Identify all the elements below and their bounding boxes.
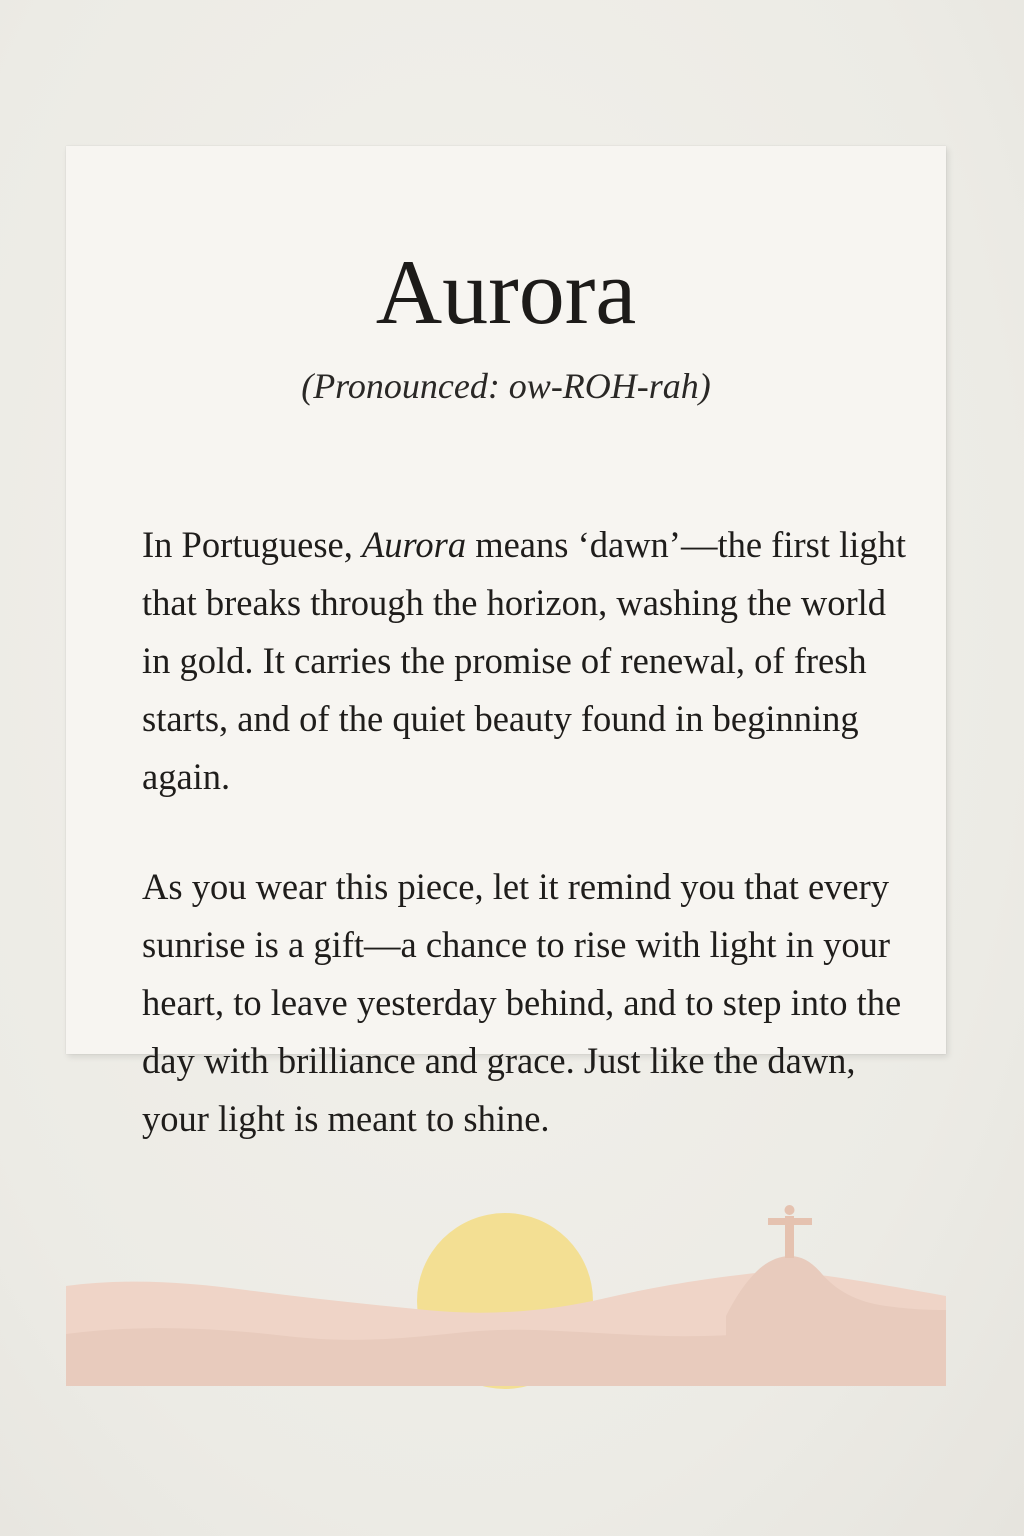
paragraph-intro: In Portuguese, bbox=[142, 524, 362, 565]
italic-word: Aurora bbox=[361, 524, 467, 565]
sunrise-illustration bbox=[66, 1186, 946, 1386]
paragraph-meaning: means ‘dawn’—the first light that breaks through the horizon, washing the world in gold. It carries the promise of renewal, of fresh starts, and of the quiet beauty found in beginning again. bbox=[142, 524, 907, 797]
near-hills bbox=[66, 1328, 946, 1386]
definition-card bbox=[66, 146, 946, 1139]
reminder-paragraph: As you wear this piece, let it remind you that every sunrise is a gift—a chance to rise with light in your heart, to leave yesterday behind, and to step into the day with brilliance and grace. Just like the dawn, your light is meant to shine. bbox=[142, 866, 902, 1139]
card-title: Aurora bbox=[375, 241, 637, 343]
meaning-paragraph bbox=[142, 516, 912, 806]
christ-the-redeemer-icon bbox=[768, 1205, 812, 1258]
pronunciation-text: (Pronounced: ow-ROH-rah) bbox=[301, 366, 711, 406]
